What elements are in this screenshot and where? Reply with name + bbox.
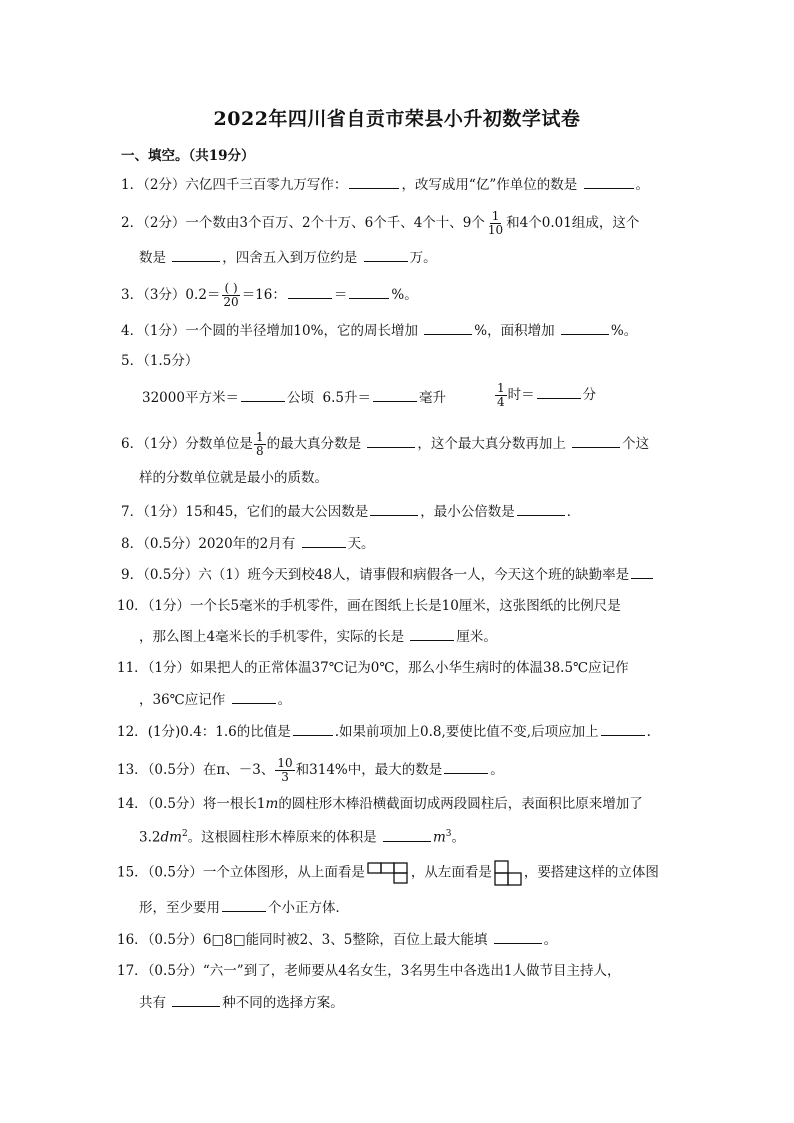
top-view-grid-icon [367,862,409,884]
question-13: 13．（0.5分）在π、－3、 $\frac{10}{3}$ 和314%中，最大的数是 。 [117,756,504,784]
answer-blank[interactable] [424,320,472,335]
question-number: 14． [117,796,148,812]
question-number: 6． [121,436,144,452]
answer-blank[interactable] [222,897,266,912]
answer-blank[interactable] [172,992,220,1007]
question-5: 5．（1.5分） [121,353,199,369]
answer-blank[interactable] [410,626,454,641]
question-number: 1． [121,177,144,193]
question-number: 7． [121,504,144,520]
question-3: 3．（3分）0.2＝ $\frac{( )}{20}$ ＝16： ＝ %。 [121,281,418,309]
fraction: $\frac{1}{4}$ [497,381,505,409]
question-14: 14．（0.5分）将一根长1m的圆柱形木棒沿横截面切成两段圆柱后，表面积比原来增加了 [117,796,643,812]
question-6: 6．（1分）分数单位是 $\frac{1}{8}$ 的最大真分数是 ，这个最大真分数再加上 个这 [121,430,650,458]
question-2-line-2: 数是 ，四舍五入到万位约是 万。 [139,247,437,268]
question-number: 13． [117,762,148,778]
question-number: 5． [121,353,144,369]
question-number: 12． [117,724,148,740]
answer-blank[interactable] [517,501,565,516]
fraction: $\frac{1}{10}$ [487,209,504,237]
question-5-time: $\frac{1}{4}$ 时＝ 分 [497,381,597,409]
answer-blank[interactable] [364,247,408,262]
answer-blank[interactable] [373,387,417,402]
answer-blank[interactable] [349,174,399,189]
question-8: 8．（0.5分）2020年的2月有 天。 [121,533,375,554]
question-17-line-2: 共有 种不同的选择方案。 [139,992,344,1013]
fraction: $\frac{1}{8}$ [255,430,264,458]
question-number: 3． [121,287,144,303]
question-2: 2．（2分）一个数由3个百万、2个十万、6个千、4个十、9个 $\frac{1}{10}$ 和4个0.01组成，这个 [121,209,640,237]
answer-blank[interactable] [367,433,415,448]
question-number: 2． [121,215,144,231]
question-17: 17．（0.5分）“六一”到了，老师要从4名女生，3名男生中各选出1人做节目主持人， [117,963,621,979]
answer-blank[interactable] [444,759,488,774]
question-15: 15．（0.5分）一个立体图形，从上面看是 ，从左面看是 ，要搭建这样的立体图 [117,860,659,886]
question-number: 10． [117,598,148,614]
question-5-conversions: 32000平方米＝ 公顷 6.5升＝ 毫升 [142,387,446,408]
answer-blank[interactable] [293,721,333,736]
answer-blank[interactable] [537,384,581,399]
question-number: 16． [117,932,148,948]
question-9: 9．（0.5分）六（1）班今天到校48人，请事假和病假各一人，今天这个班的缺勤率是 [121,564,655,585]
question-14-line-2: $3.2dm^2$。这根圆柱形木棒原来的体积是 $m^3$。 [139,824,465,848]
answer-blank[interactable] [584,174,634,189]
section-heading: 一、填空。（共19分） [121,148,255,164]
answer-blank[interactable] [349,284,389,299]
question-10: 10．（1分）一个长5毫米的手机零件，画在图纸上长是10厘米，这张图纸的比例尺是 [117,598,621,614]
question-1: 1．（2分）六亿四千三百零九万写作： ，改写成用“亿”作单位的数是 。 [121,174,649,195]
answer-blank[interactable] [302,533,346,548]
question-11-line-2: ，36℃应记作 。 [139,689,291,710]
question-number: 4． [121,323,144,339]
question-10-line-2: ，那么图上4毫米长的手机零件，实际的长是 厘米。 [139,626,497,647]
question-number: 9． [121,567,144,583]
question-number: 17． [117,963,148,979]
answer-blank[interactable] [172,247,220,262]
question-16: 16．（0.5分）6□8□能同时被2、3、5整除，百位上最大能填 。 [117,929,557,950]
answer-blank[interactable] [601,721,645,736]
answer-blank[interactable] [288,284,332,299]
left-view-grid-icon [494,860,522,886]
question-4: 4．（1分）一个圆的半径增加10%，它的周长增加 %，面积增加 %。 [121,320,637,341]
answer-blank[interactable] [370,501,418,516]
answer-blank[interactable] [241,387,285,402]
fraction: $\frac{( )}{20}$ [223,281,239,309]
question-12: 12．(1分)0.4：1.6的比值是 .如果前项加上0.8,要使比值不变,后项应加上 . [117,721,651,742]
fraction: $\frac{10}{3}$ [277,756,293,784]
question-11: 11．（1分）如果把人的正常体温37℃记为0℃，那么小华生病时的体温38.5℃应记作 [117,660,629,676]
question-6-line-2: 样的分数单位就是最小的质数。 [139,470,328,486]
answer-blank[interactable] [494,929,542,944]
question-number: 15． [117,864,148,881]
answer-blank[interactable] [232,689,276,704]
answer-blank[interactable] [383,827,431,842]
question-15-line-2: 形，至少要用 个小正方体． [139,897,349,918]
answer-blank[interactable] [572,433,620,448]
answer-blank[interactable] [631,564,653,579]
question-number: 11． [117,660,148,676]
question-number: 8． [121,536,144,552]
question-7: 7．（1分）15和45，它们的最大公因数是 ，最小公倍数是 ． [121,501,580,522]
answer-blank[interactable] [561,320,609,335]
page-title: 2022年四川省自贡市荣县小升初数学试卷 [213,108,581,130]
